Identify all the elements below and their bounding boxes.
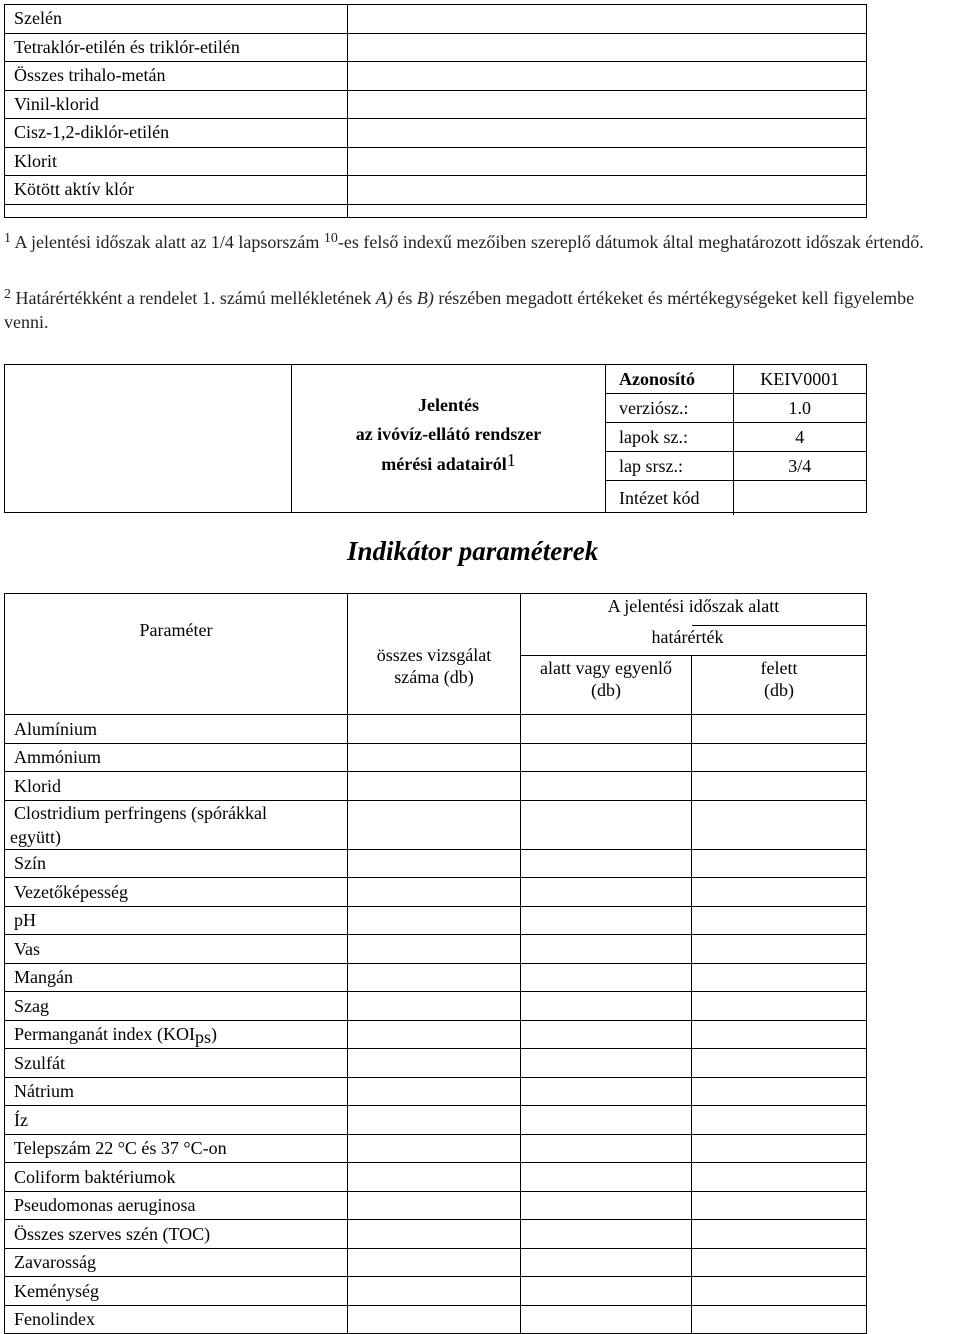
value-cell[interactable] — [348, 176, 867, 205]
table-row — [5, 1077, 867, 1106]
table-row — [5, 743, 867, 772]
below-limit-cell[interactable] — [521, 1134, 692, 1163]
above-limit-cell[interactable] — [692, 963, 867, 992]
value-cell[interactable] — [348, 62, 867, 91]
above-limit-cell[interactable] — [692, 772, 867, 801]
table-row — [5, 33, 867, 62]
parameter-label: Nátrium — [5, 1077, 348, 1106]
table-row — [5, 1163, 867, 1192]
total-count-cell[interactable] — [348, 1191, 521, 1220]
parameter-label: Klorit — [5, 147, 348, 176]
parameter-label: Alumínium — [5, 715, 348, 744]
total-count-cell[interactable] — [348, 992, 521, 1021]
parameter-label: Keménység — [5, 1277, 348, 1306]
parameter-label: Szulfát — [5, 1049, 348, 1078]
above-limit-cell[interactable] — [692, 1305, 867, 1334]
below-limit-cell[interactable] — [521, 1248, 692, 1277]
below-limit-cell[interactable] — [521, 1220, 692, 1249]
total-count-cell[interactable] — [348, 1106, 521, 1135]
below-limit-cell[interactable] — [521, 1106, 692, 1135]
table-row — [5, 204, 867, 217]
report-meta — [606, 365, 866, 515]
above-limit-cell[interactable] — [692, 992, 867, 1021]
below-limit-cell[interactable] — [521, 1077, 692, 1106]
above-limit-cell[interactable] — [692, 1134, 867, 1163]
table-row — [5, 849, 867, 878]
version-value: 1.0 — [733, 394, 866, 423]
col-header-below-line1: alatt vagy egyenlő — [540, 658, 672, 679]
footnote-text: -es felső indexű mezőiben szereplő dátumok által meghatározott időszak értendő. — [337, 232, 924, 252]
col-header-total — [348, 594, 521, 715]
parameter-label — [5, 800, 348, 849]
value-cell[interactable] — [348, 204, 867, 217]
table-row — [5, 772, 867, 801]
table-row — [5, 1191, 867, 1220]
parameter-label-line: Clostridium perfringens (spórákkal — [14, 802, 267, 823]
value-cell[interactable] — [348, 147, 867, 176]
page-label: lap srsz.: — [606, 452, 733, 481]
parameter-label: Vas — [5, 935, 348, 964]
parameter-label: Tetraklór-etilén és triklór-etilén — [5, 33, 348, 62]
footnote-italic: A) — [375, 288, 393, 308]
total-count-cell[interactable] — [348, 1020, 521, 1049]
below-limit-cell[interactable] — [521, 935, 692, 964]
parameter-label: Vezetőképesség — [5, 878, 348, 907]
parameter-label: Pseudomonas aeruginosa — [5, 1191, 348, 1220]
below-limit-cell[interactable] — [521, 772, 692, 801]
total-count-cell[interactable] — [348, 1248, 521, 1277]
pages-label: lapok sz.: — [606, 423, 733, 452]
below-limit-cell[interactable] — [521, 715, 692, 744]
table-row — [5, 1134, 867, 1163]
report-title-line2: az ivóvíz-ellátó rendszer — [355, 424, 542, 444]
institute-label: Intézet kód — [606, 481, 733, 516]
below-limit-cell[interactable] — [521, 878, 692, 907]
below-limit-cell[interactable] — [521, 992, 692, 1021]
parameter-label: Vinil-klorid — [5, 90, 348, 119]
parameter-label: Cisz-1,2-diklór-etilén — [5, 119, 348, 148]
parameter-label: Zavarosság — [5, 1248, 348, 1277]
footnote-1 — [4, 230, 957, 254]
table-row — [5, 800, 867, 849]
col-header-total-line1: összes vizsgálat — [376, 645, 492, 665]
parameter-label: Mangán — [5, 963, 348, 992]
parameter-label: Ammónium — [5, 743, 348, 772]
table-row — [5, 62, 867, 91]
table-row — [5, 1106, 867, 1135]
institute-value[interactable] — [733, 481, 866, 516]
total-count-cell[interactable] — [348, 800, 521, 849]
footnote-text: A jelentési időszak alatt az 1/4 lapsorszám — [11, 232, 324, 252]
parameter-label-text: Permanganát index (KOI — [14, 1024, 195, 1045]
footnote-text: Határértékként a rendelet 1. számú mellékletének — [11, 288, 376, 308]
above-limit-cell[interactable] — [692, 800, 867, 849]
table-row — [5, 1220, 867, 1249]
parameter-label: Összes szerves szén (TOC) — [5, 1220, 348, 1249]
value-cell[interactable] — [348, 119, 867, 148]
col-header-limit-text: határérték — [651, 626, 724, 647]
parameter-label: pH — [5, 906, 348, 935]
above-limit-cell[interactable] — [692, 1077, 867, 1106]
footnote-2 — [4, 286, 957, 334]
pages-value: 4 — [733, 423, 866, 452]
below-limit-cell[interactable] — [521, 1163, 692, 1192]
table-row — [5, 935, 867, 964]
below-limit-cell[interactable] — [521, 1049, 692, 1078]
table-row — [5, 1049, 867, 1078]
parameter-label: Klorid — [5, 772, 348, 801]
total-count-cell[interactable] — [348, 849, 521, 878]
parameter-label-line: együtt) — [10, 826, 61, 847]
above-limit-cell[interactable] — [692, 1163, 867, 1192]
parameter-label: Fenolindex — [5, 1305, 348, 1334]
id-label: Azonosító — [606, 365, 733, 394]
col-header-limit — [651, 625, 867, 656]
total-count-cell[interactable] — [348, 963, 521, 992]
table-row — [5, 176, 867, 205]
parameter-label-text: ) — [210, 1024, 217, 1045]
total-count-cell[interactable] — [348, 935, 521, 964]
value-cell[interactable] — [348, 33, 867, 62]
total-count-cell[interactable] — [348, 1220, 521, 1249]
above-limit-cell[interactable] — [692, 849, 867, 878]
above-limit-cell[interactable] — [692, 1191, 867, 1220]
footnote-text: részében megadott értékeket és mértékegységeket kell figyelembe venni. — [4, 288, 915, 332]
col-header-above — [692, 656, 867, 715]
parameter-label: Íz — [5, 1106, 348, 1135]
col-header-parameter: Paraméter — [5, 594, 348, 715]
above-limit-cell[interactable] — [692, 715, 867, 744]
value-cell[interactable] — [348, 90, 867, 119]
col-header-below — [521, 656, 692, 715]
table-row — [5, 1020, 867, 1049]
top-parameter-table — [4, 4, 867, 218]
version-label: verziósz.: — [606, 394, 733, 423]
below-limit-cell[interactable] — [521, 743, 692, 772]
table-row — [5, 992, 867, 1021]
footnote-text: és — [392, 288, 417, 308]
above-limit-cell[interactable] — [692, 906, 867, 935]
parameter-label — [5, 204, 348, 217]
total-count-cell[interactable] — [348, 906, 521, 935]
total-count-cell[interactable] — [348, 715, 521, 744]
table-row — [5, 147, 867, 176]
below-limit-cell[interactable] — [521, 1305, 692, 1334]
footnote-number: 2 — [4, 287, 11, 302]
report-title-line1: Jelentés — [418, 395, 479, 415]
parameter-label: Összes trihalo-metán — [5, 62, 348, 91]
table-row — [5, 878, 867, 907]
below-limit-cell[interactable] — [521, 963, 692, 992]
col-header-above-line1: felett — [760, 658, 798, 679]
parameter-label: Szelén — [5, 5, 348, 34]
parameter-label: Telepszám 22 °C és 37 °C-on — [5, 1134, 348, 1163]
parameter-label: Szín — [5, 849, 348, 878]
below-limit-cell[interactable] — [521, 1020, 692, 1049]
total-count-cell[interactable] — [348, 1134, 521, 1163]
table-row — [5, 906, 867, 935]
total-count-cell[interactable] — [348, 878, 521, 907]
value-cell[interactable] — [348, 5, 867, 34]
above-limit-cell[interactable] — [692, 878, 867, 907]
table-row — [5, 119, 867, 148]
col-header-period: A jelentési időszak alatt — [521, 594, 867, 626]
indicator-table — [4, 593, 867, 1334]
footnote-number: 1 — [4, 231, 11, 246]
parameter-label: Coliform baktériumok — [5, 1163, 348, 1192]
below-limit-cell[interactable] — [521, 1277, 692, 1306]
above-limit-cell[interactable] — [692, 1106, 867, 1135]
report-header — [4, 364, 867, 513]
above-limit-cell[interactable] — [692, 935, 867, 964]
table-row — [5, 90, 867, 119]
below-limit-cell[interactable] — [521, 800, 692, 849]
table-row — [5, 5, 867, 34]
table-row — [5, 715, 867, 744]
parameter-label — [5, 1020, 348, 1049]
report-title-footnote: 1 — [506, 450, 516, 470]
col-header-total-line2: száma (db) — [394, 667, 474, 687]
above-limit-cell[interactable] — [692, 1220, 867, 1249]
table-row — [5, 1248, 867, 1277]
footnote-superscript: 10 — [323, 231, 338, 246]
col-header-below-line2: (db) — [591, 680, 621, 701]
total-count-cell[interactable] — [348, 1305, 521, 1334]
parameter-label: Kötött aktív klór — [5, 176, 348, 205]
above-limit-cell[interactable] — [692, 1049, 867, 1078]
parameter-label: Szag — [5, 992, 348, 1021]
footnote-italic: B) — [416, 288, 434, 308]
report-title-text: mérési adatairól — [381, 454, 507, 474]
total-count-cell[interactable] — [348, 1163, 521, 1192]
below-limit-cell[interactable] — [521, 906, 692, 935]
total-count-cell[interactable] — [348, 743, 521, 772]
table-row — [5, 1305, 867, 1334]
report-title-line3 — [292, 450, 605, 475]
total-count-cell[interactable] — [348, 1077, 521, 1106]
above-limit-cell[interactable] — [692, 1248, 867, 1277]
table-row — [5, 963, 867, 992]
total-count-cell[interactable] — [348, 1049, 521, 1078]
total-count-cell[interactable] — [348, 1277, 521, 1306]
above-limit-cell[interactable] — [692, 743, 867, 772]
above-limit-cell[interactable] — [692, 1020, 867, 1049]
page-value: 3/4 — [733, 452, 866, 481]
table-row — [5, 1277, 867, 1306]
total-count-cell[interactable] — [348, 772, 521, 801]
parameter-label-subscript: ps — [194, 1027, 211, 1048]
below-limit-cell[interactable] — [521, 1191, 692, 1220]
id-value: KEIV0001 — [733, 365, 866, 394]
section-title: Indikátor paraméterek — [347, 536, 599, 566]
below-limit-cell[interactable] — [521, 849, 692, 878]
col-header-above-line2: (db) — [764, 680, 794, 701]
above-limit-cell[interactable] — [692, 1277, 867, 1306]
